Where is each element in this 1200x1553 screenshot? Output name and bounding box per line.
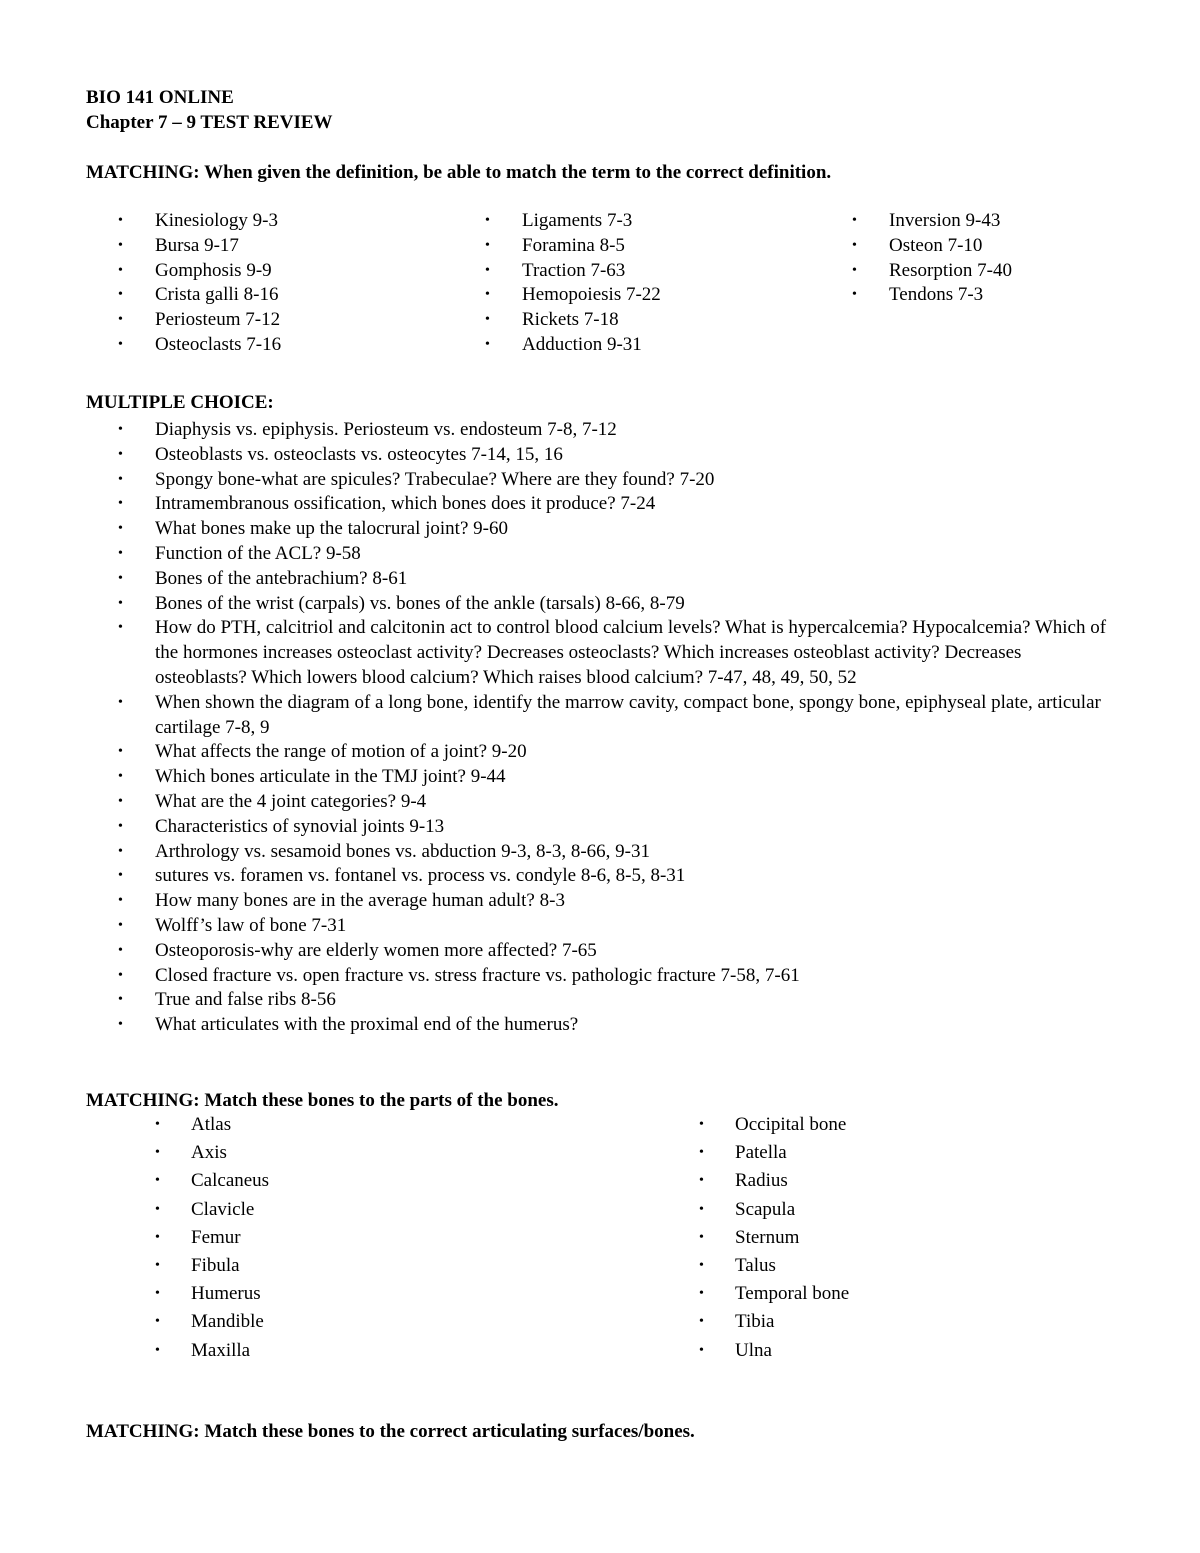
matching-bones-column-2 xyxy=(699,1111,1099,1365)
matching-terms-column-1 xyxy=(118,209,458,358)
list-item: • Osteoblasts vs. osteoclasts vs. osteocytes 7-14, 15, 16 xyxy=(118,443,1118,468)
matching-terms-heading-label: MATCHING: xyxy=(86,162,200,183)
list-item: • Gomphosis 9-9 xyxy=(118,259,458,284)
list-item: • What bones make up the talocrural joint? 9-60 xyxy=(118,517,1118,542)
list-item: • Crista galli 8-16 xyxy=(118,283,458,308)
document-subtitle: Chapter 7 – 9 TEST REVIEW xyxy=(86,112,333,133)
list-item: • Diaphysis vs. epiphysis. Periosteum vs. endosteum 7-8, 7-12 xyxy=(118,418,1118,443)
list-item: • Calcaneus xyxy=(155,1167,555,1195)
bullet-icon: • xyxy=(118,471,123,487)
bullet-icon: • xyxy=(118,213,123,228)
list-item: • How many bones are in the average human adult? 8-3 xyxy=(118,889,1118,914)
bullet-icon: • xyxy=(155,1314,160,1330)
bullet-icon: • xyxy=(118,868,123,884)
bullet-icon: • xyxy=(118,422,123,437)
multiple-choice-list xyxy=(118,418,1118,1038)
list-item: • Osteoporosis-why are elderly women more affected? 7-65 xyxy=(118,939,1118,964)
matching-articulating-heading-label: MATCHING: xyxy=(86,1421,200,1442)
bullet-icon: • xyxy=(699,1173,704,1189)
list-item: • Hemopoiesis 7-22 xyxy=(485,283,825,308)
list-item: • Mandible xyxy=(155,1308,555,1336)
list-item: • Traction 7-63 xyxy=(485,259,825,284)
list-item: • Patella xyxy=(699,1139,1099,1167)
list-item: • Ulna xyxy=(699,1337,1099,1365)
matching-bones-heading-text: Match these bones to the parts of the bones. xyxy=(204,1090,559,1111)
matching-terms-column-3 xyxy=(852,209,1152,308)
list-item: • Femur xyxy=(155,1224,555,1252)
bullet-icon: • xyxy=(118,744,123,760)
bullet-icon: • xyxy=(155,1201,160,1217)
bullet-icon: • xyxy=(118,336,123,352)
matching-terms-heading xyxy=(86,161,831,185)
list-item: • Intramembranous ossification, which bones does it produce? 7-24 xyxy=(118,492,1118,517)
matching-bones-heading-label: MATCHING: xyxy=(86,1090,200,1111)
list-item: • Periosteum 7-12 xyxy=(118,308,458,333)
bullet-icon: • xyxy=(118,1017,123,1033)
list-item: • Fibula xyxy=(155,1252,555,1280)
bullet-icon: • xyxy=(118,595,123,611)
bullet-icon: • xyxy=(118,917,123,933)
bullet-icon: • xyxy=(118,992,123,1008)
matching-terms-column-2 xyxy=(485,209,825,358)
matching-terms-heading-text: When given the definition, be able to match the term to the correct definition. xyxy=(204,162,832,183)
bullet-icon: • xyxy=(118,942,123,958)
bullet-icon: • xyxy=(852,262,857,278)
list-item: • Closed fracture vs. open fracture vs. stress fracture vs. pathologic fracture 7-58, 7-61 xyxy=(118,964,1118,989)
list-item: • Function of the ACL? 9-58 xyxy=(118,542,1118,567)
list-item: • Tibia xyxy=(699,1308,1099,1336)
list-item: • Adduction 9-31 xyxy=(485,333,825,358)
bullet-icon: • xyxy=(699,1314,704,1330)
bullet-icon: • xyxy=(118,570,123,586)
list-item: • Foramina 8-5 xyxy=(485,234,825,259)
bullet-icon: • xyxy=(699,1342,704,1358)
list-item: • sutures vs. foramen vs. fontanel vs. process vs. condyle 8-6, 8-5, 8-31 xyxy=(118,864,1118,889)
bullet-icon: • xyxy=(118,237,123,253)
bullet-icon: • xyxy=(118,694,123,710)
bullet-icon: • xyxy=(155,1257,160,1273)
bullet-icon: • xyxy=(699,1145,704,1161)
list-item: • Bones of the wrist (carpals) vs. bones of the ankle (tarsals) 8-66, 8-79 xyxy=(118,592,1118,617)
list-item: • Osteoclasts 7-16 xyxy=(118,333,458,358)
bullet-icon: • xyxy=(118,967,123,983)
list-item: • Ligaments 7-3 xyxy=(485,209,825,234)
list-item: • Wolff’s law of bone 7-31 xyxy=(118,914,1118,939)
list-item: • Rickets 7-18 xyxy=(485,308,825,333)
bullet-icon: • xyxy=(155,1117,160,1132)
bullet-icon: • xyxy=(699,1257,704,1273)
bullet-icon: • xyxy=(485,287,490,303)
bullet-icon: • xyxy=(852,287,857,303)
bullet-icon: • xyxy=(155,1173,160,1189)
matching-articulating-heading-text: Match these bones to the correct articulating surfaces/bones. xyxy=(204,1421,695,1442)
bullet-icon: • xyxy=(852,213,857,228)
bullet-icon: • xyxy=(118,620,123,636)
list-item: • Temporal bone xyxy=(699,1280,1099,1308)
list-item: • Bursa 9-17 xyxy=(118,234,458,259)
matching-bones-column-1 xyxy=(155,1111,555,1365)
bullet-icon: • xyxy=(118,521,123,537)
list-item: • Talus xyxy=(699,1252,1099,1280)
list-item: • Spongy bone-what are spicules? Trabeculae? Where are they found? 7-20 xyxy=(118,468,1118,493)
bullet-icon: • xyxy=(118,262,123,278)
list-item: • Resorption 7-40 xyxy=(852,259,1152,284)
course-title: BIO 141 ONLINE xyxy=(86,87,234,108)
list-item: • Inversion 9-43 xyxy=(852,209,1152,234)
bullet-icon: • xyxy=(699,1286,704,1302)
bullet-icon: • xyxy=(485,237,490,253)
list-item: • Axis xyxy=(155,1139,555,1167)
bullet-icon: • xyxy=(118,496,123,512)
bullet-icon: • xyxy=(155,1342,160,1358)
list-item: • Radius xyxy=(699,1167,1099,1195)
bullet-icon: • xyxy=(118,893,123,909)
bullet-icon: • xyxy=(118,769,123,785)
bullet-icon: • xyxy=(155,1286,160,1302)
list-item: • Tendons 7-3 xyxy=(852,283,1152,308)
bullet-icon: • xyxy=(118,793,123,809)
list-item: • Sternum xyxy=(699,1224,1099,1252)
bullet-icon: • xyxy=(155,1145,160,1161)
list-item: • True and false ribs 8-56 xyxy=(118,988,1118,1013)
bullet-icon: • xyxy=(118,312,123,328)
bullet-icon: • xyxy=(118,545,123,561)
list-item: • Characteristics of synovial joints 9-13 xyxy=(118,815,1118,840)
bullet-icon: • xyxy=(118,446,123,462)
bullet-icon: • xyxy=(485,262,490,278)
list-item: • Occipital bone xyxy=(699,1111,1099,1139)
list-item: • What are the 4 joint categories? 9-4 xyxy=(118,790,1118,815)
list-item: • Clavicle xyxy=(155,1196,555,1224)
list-item: • Atlas xyxy=(155,1111,555,1139)
list-item: • What affects the range of motion of a joint? 9-20 xyxy=(118,740,1118,765)
bullet-icon: • xyxy=(485,213,490,228)
multiple-choice-heading: MULTIPLE CHOICE: xyxy=(86,392,274,413)
bullet-icon: • xyxy=(155,1229,160,1245)
matching-bones-heading xyxy=(86,1089,559,1113)
list-item: • Maxilla xyxy=(155,1337,555,1365)
bullet-icon: • xyxy=(118,287,123,303)
list-item: • Osteon 7-10 xyxy=(852,234,1152,259)
list-item: • What articulates with the proximal end of the humerus? xyxy=(118,1013,1118,1038)
list-item: • Kinesiology 9-3 xyxy=(118,209,458,234)
list-item: • Which bones articulate in the TMJ joint? 9-44 xyxy=(118,765,1118,790)
list-item: • Humerus xyxy=(155,1280,555,1308)
matching-articulating-heading xyxy=(86,1420,695,1444)
bullet-icon: • xyxy=(699,1229,704,1245)
list-item: • Scapula xyxy=(699,1196,1099,1224)
list-item: • How do PTH, calcitriol and calcitonin act to control blood calcium levels? What is hypercalcemia? Hypocalcemia? Which of the hormones increases osteoclast activity? Decreases osteoclasts? Which increases osteoblast activity? Decreases osteoblasts? Which lowers blood calcium? Which raises blood calcium? 7-47, 48, 49, 50, 52 xyxy=(118,617,1107,688)
list-item: • Bones of the antebrachium? 8-61 xyxy=(118,567,1118,592)
bullet-icon: • xyxy=(118,843,123,859)
bullet-icon: • xyxy=(485,312,490,328)
bullet-icon: • xyxy=(118,818,123,834)
bullet-icon: • xyxy=(485,336,490,352)
bullet-icon: • xyxy=(699,1117,704,1132)
list-item: • Arthrology vs. sesamoid bones vs. abduction 9-3, 8-3, 8-66, 9-31 xyxy=(118,840,1118,865)
bullet-icon: • xyxy=(699,1201,704,1217)
list-item: • When shown the diagram of a long bone, identify the marrow cavity, compact bone, spongy bone, epiphyseal plate, articular cartilage 7-8, 9 xyxy=(118,691,1101,738)
bullet-icon: • xyxy=(852,237,857,253)
